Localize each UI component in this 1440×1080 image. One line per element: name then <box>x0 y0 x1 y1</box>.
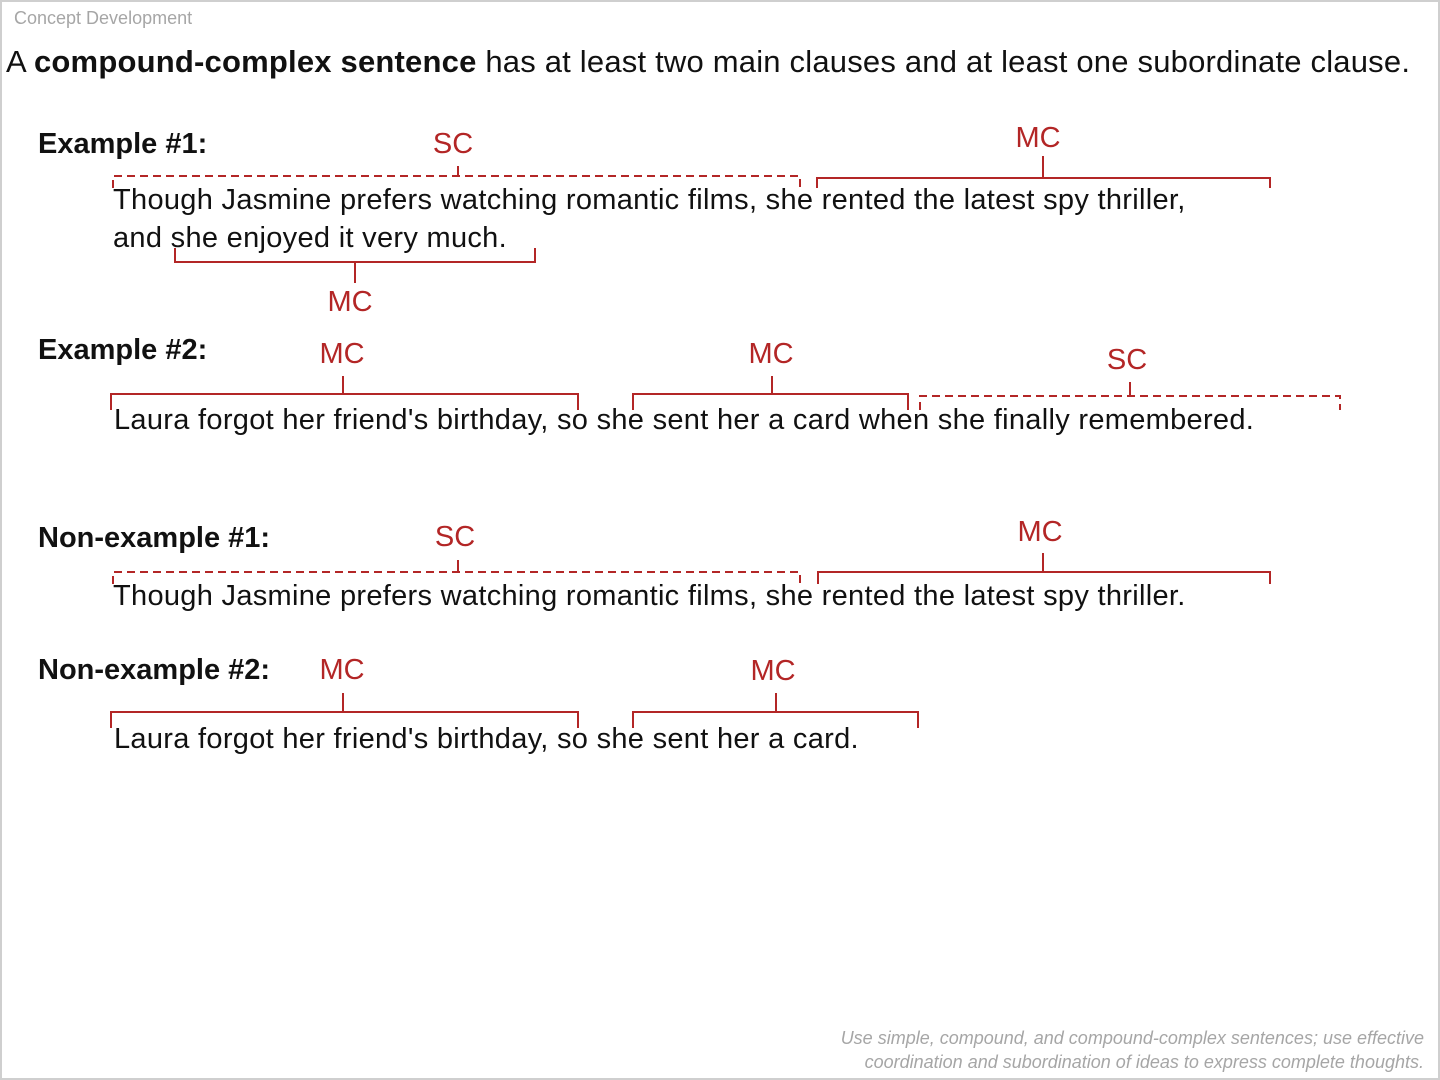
non-example-1-heading: Non-example #1: <box>38 522 271 554</box>
example-2-heading: Example #2: <box>38 334 208 366</box>
non-example-2-annotation-mc-2: MC <box>750 655 796 687</box>
example-2-line-1: Laura forgot her friend's birthday, so she sent her a card when she finally remembered. <box>114 404 1255 436</box>
footnote-line-2: coordination and subordination of ideas to express complete thoughts. <box>864 1052 1424 1072</box>
non-example-2-line-1: Laura forgot her friend's birthday, so she sent her a card. <box>114 723 859 755</box>
section-label: Concept Development <box>14 8 193 28</box>
example-1-annotation-mc: MC <box>1015 122 1061 154</box>
definition-rest: has at least two main clauses and at least one subordinate clause. <box>476 44 1411 79</box>
example-2-annotation-sc: SC <box>1106 344 1148 376</box>
non-example-1-annotation-mc: MC <box>1017 516 1063 548</box>
non-example-2-heading: Non-example #2: <box>38 654 271 686</box>
example-2-annotation-mc-2: MC <box>748 338 794 370</box>
footnote-line-1: Use simple, compound, and compound-complex sentences; use effective <box>840 1028 1424 1048</box>
example-1-line-2: and she enjoyed it very much. <box>113 222 507 254</box>
non-example-1-line-1: Though Jasmine prefers watching romantic films, she rented the latest spy thriller. <box>113 580 1186 612</box>
example-1-annotation-sc: SC <box>432 128 474 160</box>
definition-term: compound-complex sentence <box>33 44 477 79</box>
example-1-annotation-mc-bottom: MC <box>327 286 373 318</box>
non-example-2-annotation-mc-1: MC <box>319 654 365 686</box>
definition-prefix: A <box>6 44 34 79</box>
example-2-annotation-mc-1: MC <box>319 338 365 370</box>
example-1-heading: Example #1: <box>38 128 208 160</box>
non-example-1-annotation-sc: SC <box>434 521 476 553</box>
example-1-line-1: Though Jasmine prefers watching romantic films, she rented the latest spy thriller, <box>113 184 1186 216</box>
